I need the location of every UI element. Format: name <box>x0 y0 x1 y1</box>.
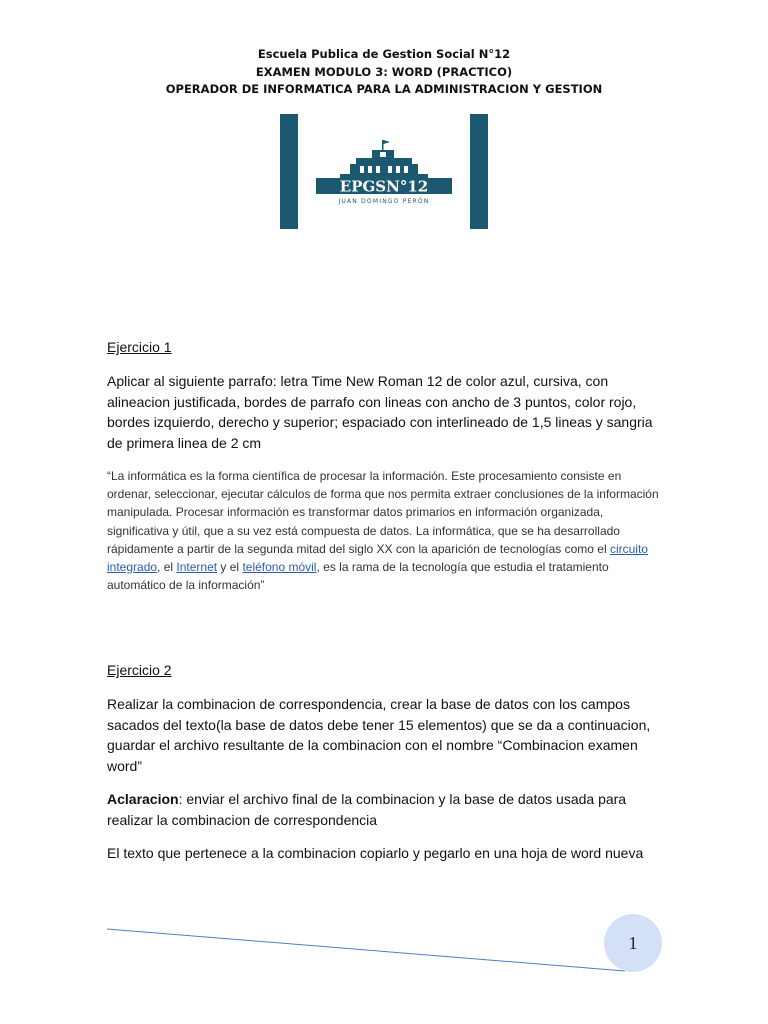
page-number-badge <box>604 914 662 972</box>
quote-separator: y el <box>217 560 243 575</box>
course-title: OPERADOR DE INFORMATICA PARA LA ADMINISTRACION Y GESTION <box>165 82 603 96</box>
logo-text: EPGSN°12 <box>339 177 429 196</box>
quote-separator: , el <box>157 560 177 575</box>
quote-text-end: , es la rama de la tecnología que estudia el tratamiento automático de la información” <box>107 560 609 593</box>
exercise2-title: Ejercicio 2 <box>107 662 172 678</box>
note-label: Aclaracion <box>107 791 179 807</box>
link-circuito-integrado[interactable]: circuito integrado <box>107 541 648 575</box>
exercise2-extra: El texto que pertenece a la combinacion copiarlo y pegarlo en una hoja de word nueva <box>107 845 644 861</box>
school-name: Escuela Publica de Gestion Social N°12 <box>257 47 511 61</box>
quote-text-start: “La informática es la forma científica de procesar la información. Este procesamiento consiste en ordenar, seleccionar, ejecutar cálculos de forma que nos permita extraer conclusiones de la información manipulada. Procesar información es transformar datos primarios en información organizada, significativa y útil, que a su vez está compuesta de datos. La informática, que se ha desarrollado rápidamente a partir de la segunda mitad del siglo XX con la aparición de tecnologías como el <box>107 469 659 556</box>
link-telefono-movil[interactable]: teléfono móvil <box>242 560 317 575</box>
link-internet[interactable]: Internet <box>176 560 218 575</box>
logo-subtext: JUAN DOMINGO PERÓN <box>338 198 430 205</box>
exercise2-instruction: Realizar la combinacion de correspondencia, crear la base de datos con los campos sacados del texto(la base de datos debe tener 15 elementos) que se da a continuacion, guardar el archivo resultante de la combinacion con el nombre “Combinacion examen word” <box>107 696 651 774</box>
exam-title: EXAMEN MODULO 3: WORD (PRACTICO) <box>255 64 513 79</box>
note-text: : enviar el archivo final de la combinacion y la base de datos usada para realizar la combinacion de correspondencia <box>107 791 627 828</box>
exercise1-instruction: Aplicar al siguiente parrafo: letra Time New Roman 12 de color azul, cursiva, con alineacion justificada, bordes de parrafo con lineas con ancho de 3 puntos, color rojo, bordes izquierdo, derecho y superior; espaciado con interlineado de 1,5 lineas y sangria de primera linea de 2 cm <box>107 373 653 451</box>
exercise1-title: Ejercicio 1 <box>107 339 172 355</box>
page-number: 1 <box>628 932 638 953</box>
